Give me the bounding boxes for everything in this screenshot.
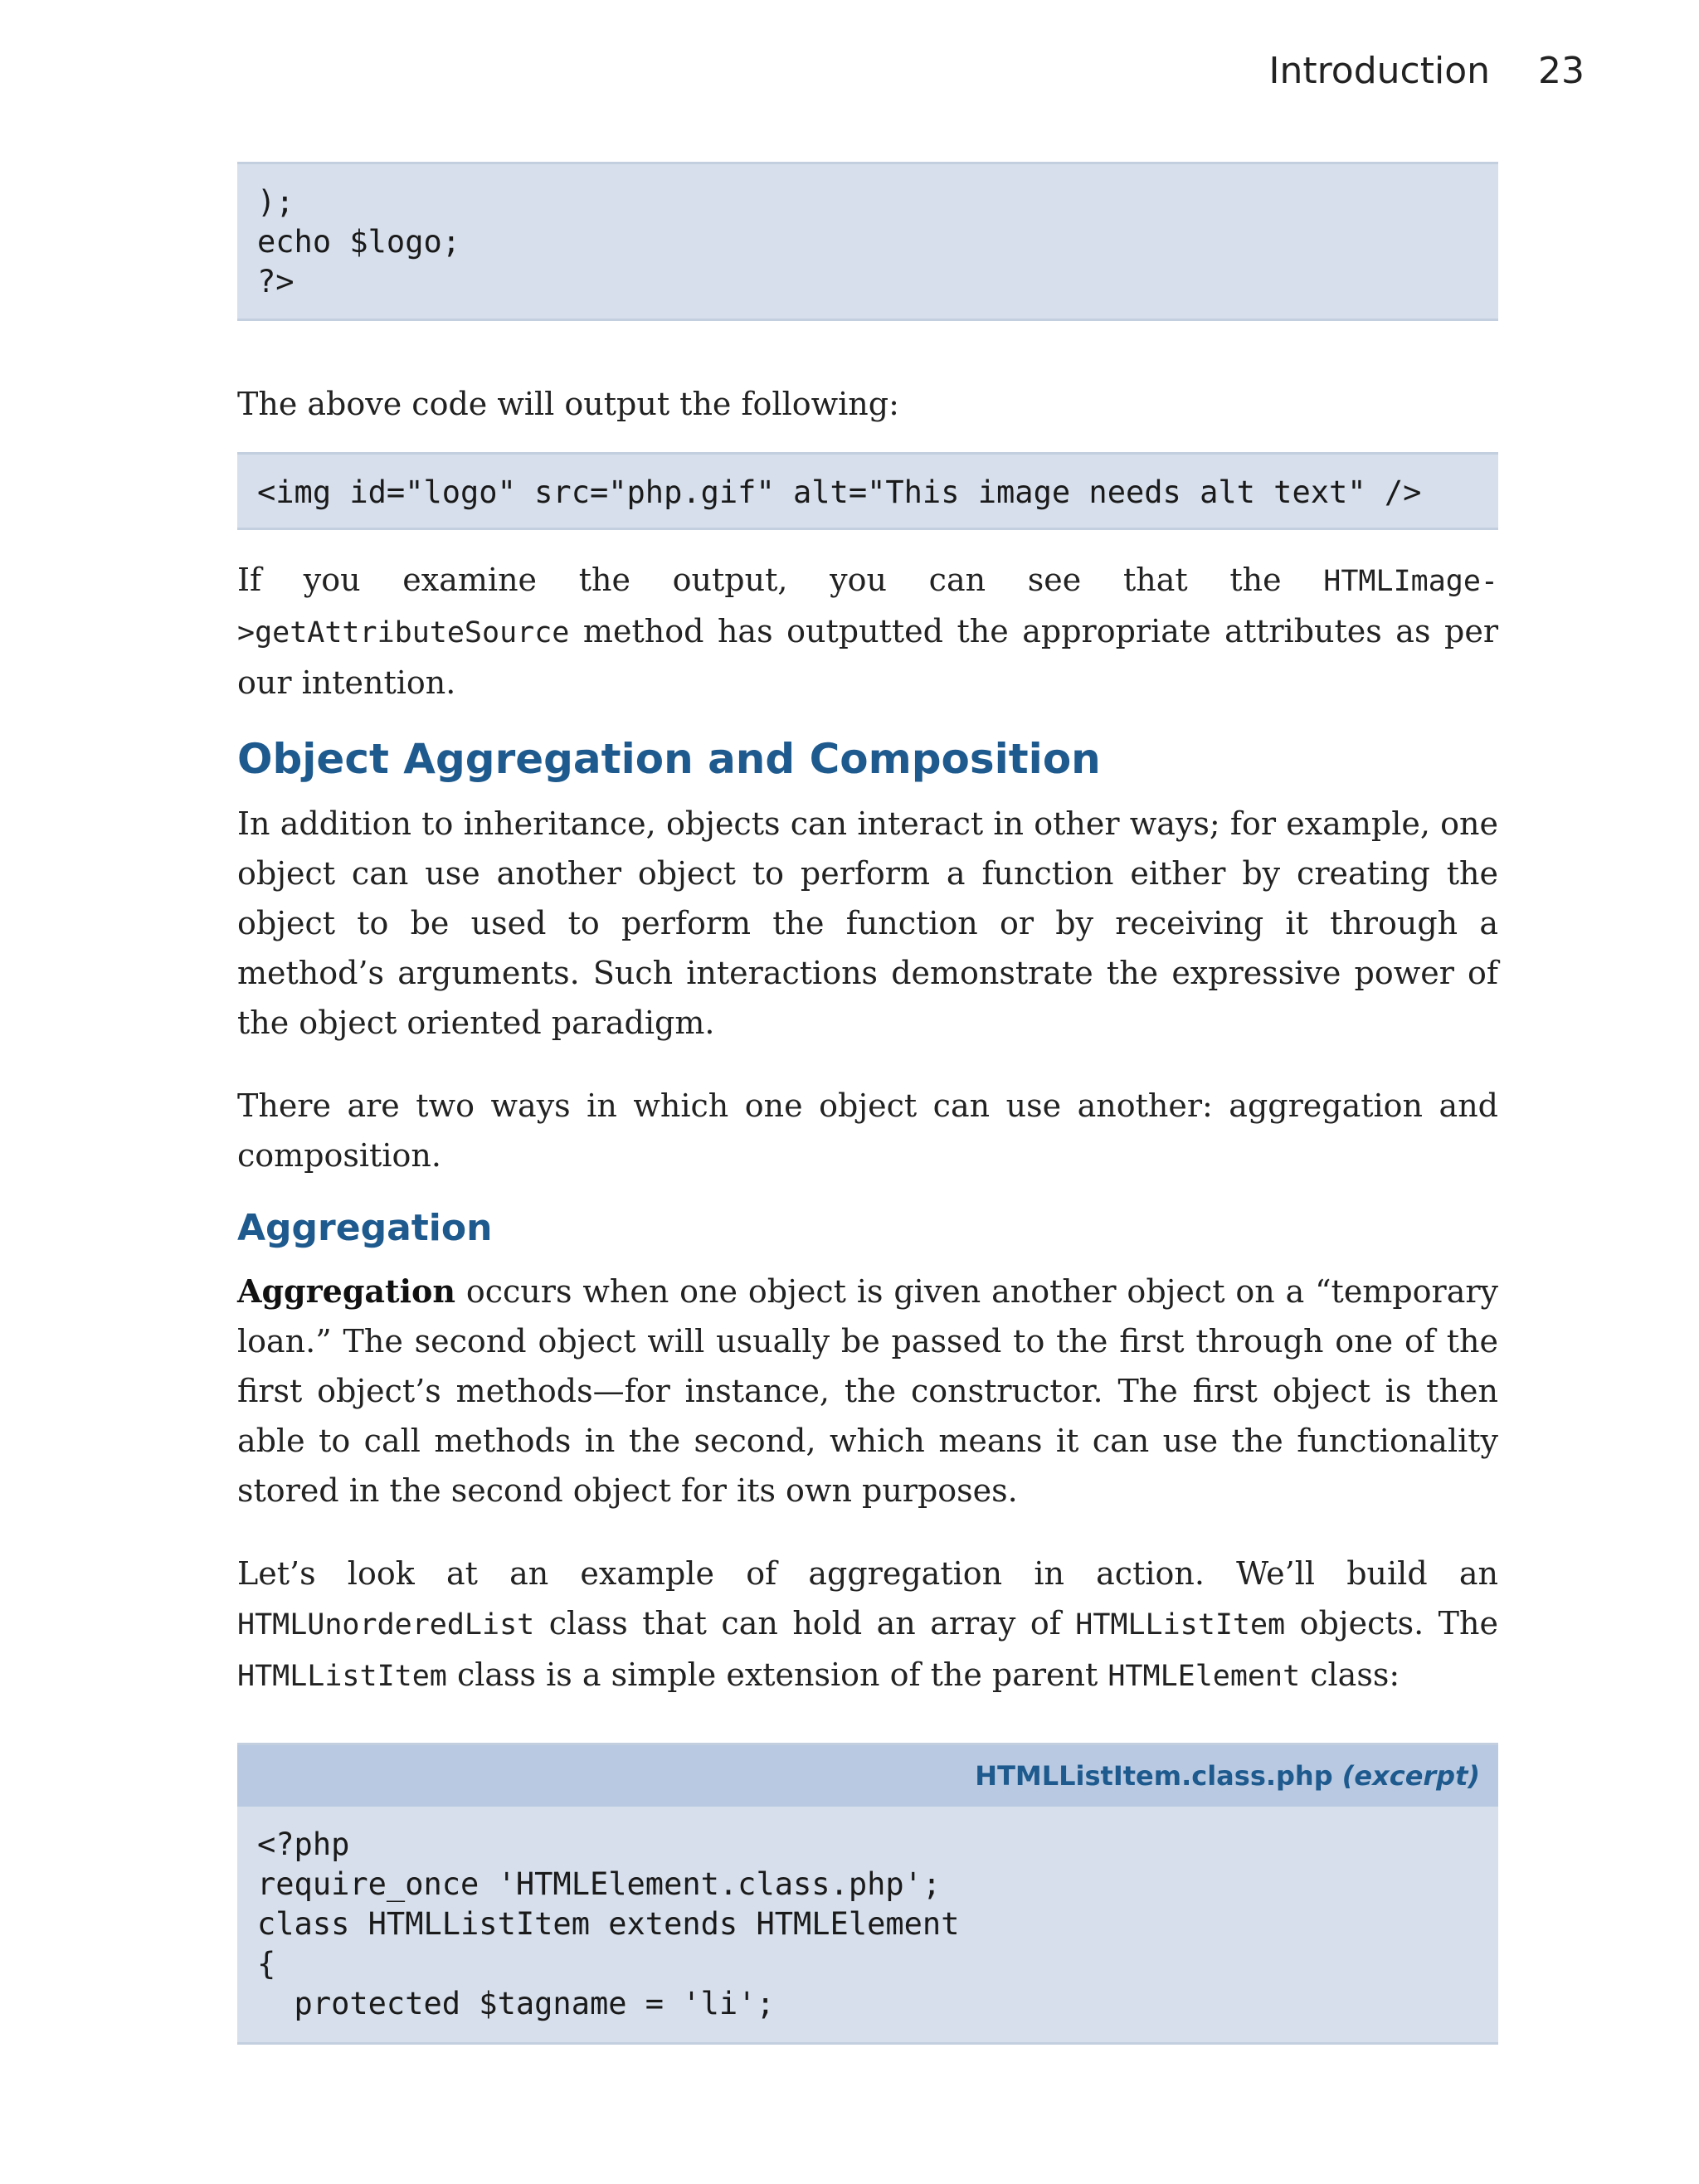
code-body	[237, 1807, 1498, 2042]
text-run: class that can hold an array of	[534, 1605, 1076, 1642]
running-header	[1269, 50, 1585, 92]
inline-code: HTMLListItem	[1075, 1608, 1286, 1642]
paragraph-examine-output	[237, 555, 1498, 708]
code-line: );	[257, 184, 295, 220]
text-run: method has outputted the appropriate attributes as per our intention.	[237, 613, 1498, 701]
code-line: protected $tagname = 'li';	[257, 1986, 775, 2021]
page-number: 23	[1538, 50, 1585, 92]
text-run: If you examine the output, you can see that the	[237, 562, 1324, 598]
code-block-htmllistitem	[237, 1743, 1498, 2045]
code-filename: HTMLListItem.class.php	[975, 1760, 1333, 1792]
text-run: class is a simple extension of the parent	[446, 1656, 1108, 1693]
paragraph-example	[237, 1549, 1498, 1701]
chapter-title: Introduction	[1268, 50, 1490, 92]
code-block-title	[237, 1745, 1498, 1807]
code-block-img-output	[237, 452, 1498, 530]
inline-code: HTMLImage->getAttributeSource	[237, 565, 1498, 649]
inline-code: HTMLListItem	[237, 1660, 447, 1693]
code-line: require_once 'HTMLElement.class.php';	[257, 1866, 942, 1902]
paragraph-output-intro: The above code will output the following:	[237, 386, 899, 422]
text-run: objects. The	[1285, 1605, 1498, 1642]
paragraph-aggregation	[237, 1267, 1498, 1515]
code-line: echo $logo;	[257, 224, 461, 260]
paragraph-two-ways: There are two ways in which one object can use another: aggregation and composition.	[237, 1087, 1498, 1174]
subsection-heading: Aggregation	[237, 1207, 493, 1249]
code-block-logo-echo	[237, 162, 1498, 321]
code-line: <img id="logo" src="php.gif" alt="This image needs alt text" />	[257, 474, 1422, 510]
section-heading: Object Aggregation and Composition	[237, 735, 1101, 783]
inline-code: HTMLElement	[1108, 1660, 1301, 1693]
text-run: class:	[1300, 1656, 1400, 1693]
text-run: Let’s look at an example of aggregation in action. We’ll build an	[237, 1555, 1498, 1592]
code-line: {	[257, 1946, 276, 1982]
excerpt-label: (excerpt)	[1341, 1760, 1480, 1792]
text-run: occurs when one object is given another object on a “temporary loan.” The second object will usually be passed to the first through one of the first object’s methods—for instance, the constructor. The first object is then able to call methods in the second, which means it can use the functionality stored in the second object for its own purposes.	[237, 1273, 1498, 1509]
page-content	[237, 162, 1498, 2045]
inline-code: HTMLUnorderedList	[237, 1608, 535, 1642]
paragraph-inheritance: In addition to inheritance, objects can interact in other ways; for example, one object can use another object to perform a function either by creating the object to be used to perform the function or by receiving it through a method’s arguments. Such interactions demonstrate the expressive power of the object oriented paradigm.	[237, 805, 1498, 1041]
bold-term: Aggregation	[237, 1272, 455, 1310]
code-line: class HTMLListItem extends HTMLElement	[257, 1906, 960, 1942]
code-line: ?>	[257, 264, 295, 299]
code-line: <?php	[257, 1826, 350, 1862]
